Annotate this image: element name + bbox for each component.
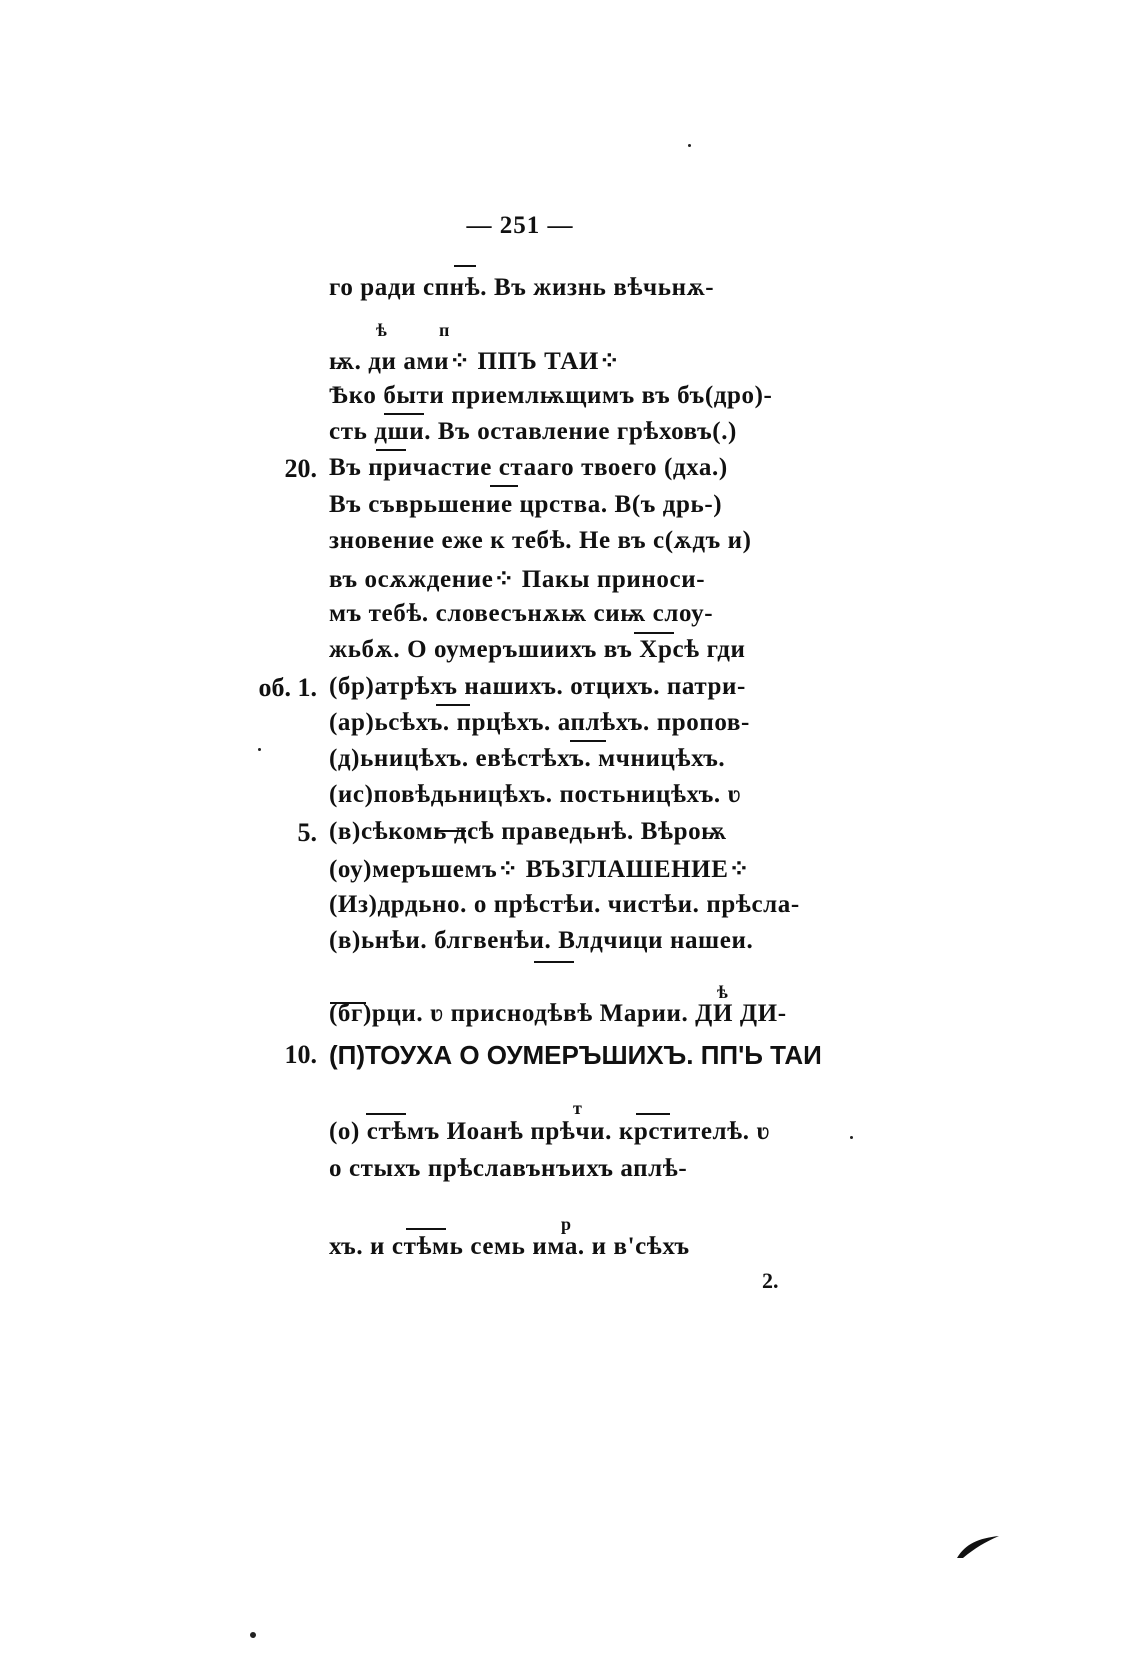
line-text: въ осѫждение⁘ Пакы приноси- — [329, 566, 706, 593]
superscript-letter: р — [561, 1214, 572, 1234]
text-line — [0, 382, 1140, 418]
text-line — [0, 891, 1140, 927]
line-text: (ис)повѣдьницѣхъ. постьницѣхъ. ʋ — [329, 781, 742, 808]
text-line — [0, 346, 1140, 382]
line-text: мъ тебѣ. словесънѫѭ сиѭ слоу- — [329, 600, 714, 627]
text-line — [0, 527, 1140, 563]
text-line — [0, 1233, 1140, 1269]
text-line — [0, 854, 1140, 890]
line-text: (П)ТОУХА О ОУМЕРЪШИХЪ. ПП'Ь ТАИ — [329, 1040, 822, 1070]
line-text: сть дши. Въ оставление грѣховъ(.) — [329, 418, 737, 445]
line-text: Въ съврьшение црства. В(ъ дрь-) — [329, 491, 723, 518]
text-line — [0, 781, 1140, 817]
titlo-mark — [406, 1228, 446, 1230]
text-line — [0, 745, 1140, 781]
ink-stroke-mark — [955, 1532, 1001, 1562]
line-text: (Из)дрдьно. о прѣстѣи. чистѣи. прѣсла- — [329, 891, 800, 918]
line-text: жьбѫ. О оумеръшиихъ въ Хрсѣ гди — [329, 636, 746, 663]
text-line — [0, 1040, 1140, 1076]
text-line — [0, 1155, 1140, 1191]
line-text: зновение еже к тебѣ. Не въ с(ѫдъ и) — [329, 527, 752, 554]
line-text: (в)сѣкомь дсѣ праведьнѣ. Вѣроѭ — [329, 818, 727, 845]
line-text: (о) стѣмъ Иоанѣ прѣчи. крстителѣ. ʋ — [329, 1118, 771, 1145]
text-line — [0, 1000, 1140, 1036]
superscript-letter: т — [573, 1098, 582, 1118]
text-line — [0, 1118, 1140, 1154]
scan-speck — [688, 144, 691, 147]
superscript-letter: п — [439, 320, 450, 340]
signature-mark: 2. — [762, 1268, 779, 1293]
superscript-letter: ѣ — [376, 320, 387, 340]
page-number: — 251 — — [466, 212, 574, 239]
text-line — [0, 818, 1140, 854]
superscript-letter: ѣ — [717, 982, 728, 1002]
line-number: об. 1. — [258, 673, 317, 702]
text-line — [0, 636, 1140, 672]
text-line — [0, 927, 1140, 963]
line-text: (в)ьнѣи. блгвенѣи. Влдчици нашеи. — [329, 927, 754, 954]
titlo-mark — [454, 265, 476, 267]
text-line — [0, 673, 1140, 709]
text-line — [0, 709, 1140, 745]
line-text: (оу)меръшемъ⁘ ВЪЗГЛАШЕНИЕ⁘ — [329, 856, 751, 883]
line-text: (ар)ьсѣхъ. прцѣхъ. аплѣхъ. пропов- — [329, 709, 750, 736]
titlo-mark — [636, 1113, 670, 1115]
line-text: (бр)атрѣхъ нашихъ. отцихъ. патри- — [329, 673, 746, 700]
text-line — [0, 418, 1140, 454]
line-number: 20. — [284, 454, 317, 483]
line-text: (бг)рци. ʋ приснодѣвѣ Марии. ДИ ДИ- — [329, 1000, 787, 1027]
text-line — [0, 600, 1140, 636]
line-text: Въ причастие стааго твоего (дха.) — [329, 454, 728, 481]
line-text: (д)ьницѣхъ. евѣстѣхъ. мчницѣхъ. — [329, 745, 726, 772]
line-text: о стыхъ прѣславънъихъ аплѣ- — [329, 1155, 688, 1182]
line-number: 10. — [284, 1040, 317, 1069]
line-text: Ѣко быти приемлѭщимъ въ бъ(дро)- — [329, 382, 773, 409]
text-line — [0, 454, 1140, 490]
text-line — [0, 274, 1140, 310]
titlo-mark — [366, 1113, 406, 1115]
scan-speck — [250, 1632, 256, 1638]
line-text: го ради спнѣ. Въ жизнь вѣчьнѫ- — [329, 274, 715, 301]
scan-speck — [850, 1136, 853, 1139]
text-line — [0, 564, 1140, 600]
scan-speck — [258, 748, 261, 751]
line-text: ѭ. ди ами⁘ ППЪ ТАИ⁘ — [329, 348, 621, 375]
line-number: 5. — [297, 818, 317, 847]
line-text: хъ. и стѣмь семь има. и в'сѣхъ — [329, 1233, 690, 1260]
text-line — [0, 491, 1140, 527]
